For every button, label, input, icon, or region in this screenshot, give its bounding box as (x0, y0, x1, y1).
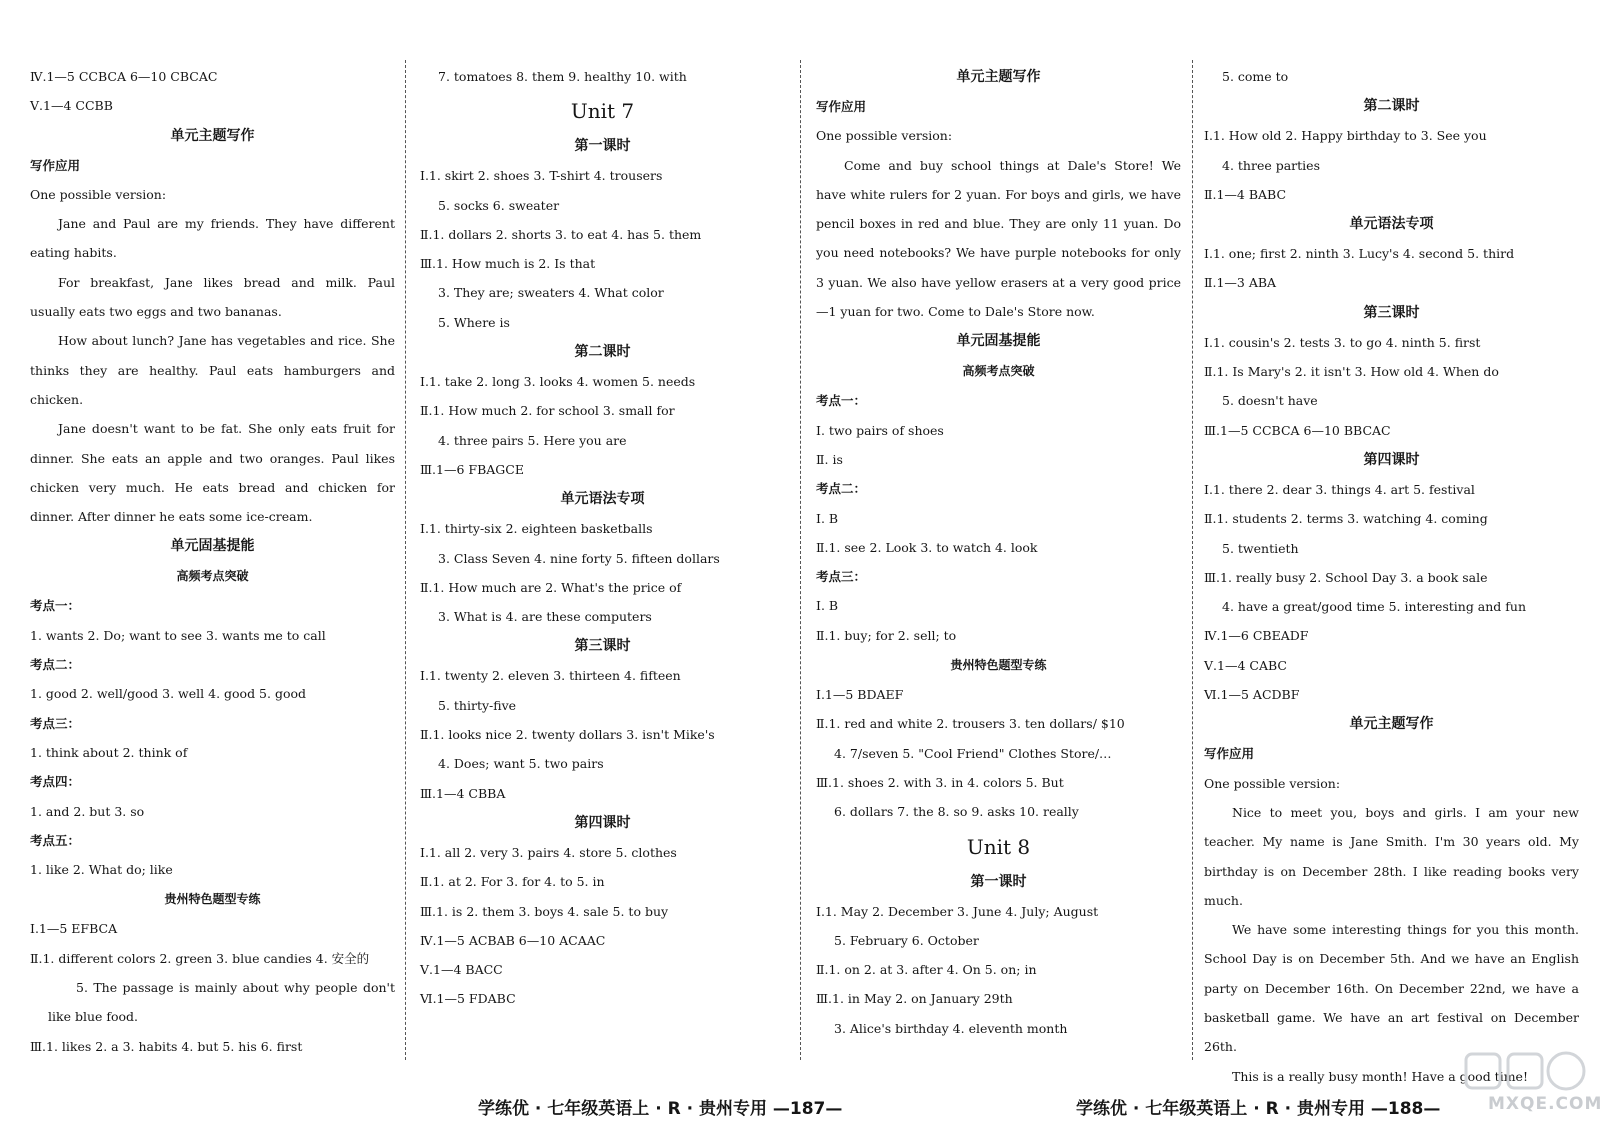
answer-line: Ⅵ.1—5 ACDBF (1204, 687, 1300, 703)
answer-line: Ⅰ.1. twenty 2. eleven 3. thirteen 4. fifteen (420, 668, 681, 684)
answer-line: Ⅳ.1—5 ACBAB 6—10 ACAAC (420, 932, 606, 948)
answer-line: Ⅰ.1. there 2. dear 3. things 4. art 5. festival (1204, 481, 1475, 497)
answer-line: Ⅰ.1. take 2. long 3. looks 4. women 5. needs (420, 374, 696, 390)
answer-line: Ⅱ.1. How much are 2. What's the price of (420, 579, 682, 595)
answer-line: 3. Alice's birthday 4. eleventh month (834, 1020, 1068, 1036)
answer-line: Ⅲ.1. How much is 2. Is that (420, 256, 596, 272)
section-heading: 第一课时 (574, 138, 631, 155)
answer-line: Ⅱ.1. How much 2. for school 3. small for (420, 403, 675, 419)
answer-line: Ⅱ.1—4 BABC (1204, 186, 1287, 202)
answer-line: 1. and 2. but 3. so (30, 803, 145, 819)
answer-line: Ⅲ.1—6 FBAGCE (420, 461, 524, 477)
essay-paragraph: How about lunch? Jane has vegetables and rice. She thinks they are healthy. Paul eats hamburgers and chicken. (30, 333, 395, 407)
answer-column-1 (30, 62, 395, 1052)
answer-line: 5. Where is (438, 314, 510, 330)
section-heading: 单元主题写作 (170, 127, 255, 144)
answer-line: 4. three parties (1222, 157, 1320, 173)
answer-line: 1. think about 2. think of (30, 744, 188, 760)
answer-line: 5. twentieth (1222, 540, 1299, 556)
answer-line: Ⅳ.1—6 CBEADF (1204, 628, 1309, 644)
answer-line: Ⅳ.1—5 CCBCA 6—10 CBCAC (30, 69, 218, 84)
label: 考点一： (816, 393, 867, 409)
answer-line: Ⅲ.1. likes 2. a 3. habits 4. but 5. his 6. first (30, 1038, 303, 1054)
subsection-heading: 高频考点突破 (176, 569, 249, 584)
label: 写作应用 (30, 157, 81, 173)
section-heading: 单元语法专项 (1349, 216, 1434, 233)
answer-paragraph: 5. The passage is mainly about why people don't like blue food. (48, 980, 395, 1025)
answer-line: Ⅲ.1. in May 2. on January 29th (816, 991, 1013, 1007)
answer-line: Ⅱ.1. red and white 2. trousers 3. ten dollars/ $10 (816, 716, 1125, 732)
answer-line: 6. dollars 7. the 8. so 9. asks 10. really (834, 804, 1079, 820)
answer-line: Ⅴ.1—4 CABC (1204, 657, 1287, 673)
section-heading: 单元语法专项 (560, 491, 645, 508)
answer-column-2 (420, 62, 785, 1052)
essay-paragraph: For breakfast, Jane likes bread and milk. Paul usually eats two eggs and two bananas. (30, 274, 395, 320)
answer-line: Ⅱ.1. different colors 2. green 3. blue candies 4. 安全的 (30, 950, 370, 966)
answer-line: Ⅴ.1—4 BACC (420, 962, 503, 978)
essay-paragraph: We have some interesting things for you this month. School Day is on December 5th. And we have an English party on December 16th. On December 22nd, we have a basketball game. We have an art festival on December 26th. (1204, 922, 1579, 1055)
answer-line: Ⅰ.1. skirt 2. shoes 3. T-shirt 4. trousers (420, 168, 663, 184)
answer-line: Ⅲ.1. shoes 2. with 3. in 4. colors 5. But (816, 774, 1064, 790)
label: 考点五： (30, 832, 81, 848)
answer-line: Ⅲ.1—4 CBBA (420, 785, 506, 801)
page-footer-187: 学练优 · 七年级英语上 · R · 贵州专用 —187— (478, 1099, 843, 1119)
page-divider (800, 60, 801, 1060)
essay-paragraph: Come and buy school things at Dale's Store! We have white rulers for 2 yuan. For boys and girls, we have pencil boxes in red and blue. They are only 11 yuan. Do you need notebooks? We have purple notebooks for only 3 yuan. We also have yellow erasers at a very good price—1 yuan for two. Come to Dale's Store now. (816, 157, 1181, 320)
answer-line: 3. Class Seven 4. nine forty 5. fifteen dollars (438, 550, 720, 566)
watermark-seal-icon (1460, 1050, 1590, 1098)
essay-paragraph: Jane doesn't want to be fat. She only eats fruit for dinner. She eats an apple and two oranges. Paul likes chicken very much. He eats bread and chicken for dinner. After dinner he eats some ice-cream. (30, 421, 395, 525)
label: 考点三： (816, 569, 867, 585)
answer-line: Ⅱ.1—3 ABA (1204, 275, 1277, 291)
section-heading: 单元固基提能 (956, 333, 1041, 350)
column-divider (405, 60, 406, 1060)
answer-line: One possible version: (816, 128, 953, 144)
answer-line: Ⅰ. B (816, 598, 839, 614)
answer-line: 1. wants 2. Do; want to see 3. wants me to call (30, 627, 326, 643)
answer-line: 5. February 6. October (834, 932, 979, 948)
section-heading: 第二课时 (1363, 98, 1420, 115)
answer-line: 4. Does; want 5. two pairs (438, 756, 604, 772)
essay-paragraph: Jane and Paul are my friends. They have different eating habits. (30, 216, 395, 261)
section-heading: 单元固基提能 (170, 538, 255, 555)
answer-line: 5. thirty-five (438, 697, 517, 713)
answer-line: 4. have a great/good time 5. interesting and fun (1222, 599, 1527, 615)
answer-line: Ⅰ.1. May 2. December 3. June 4. July; August (816, 903, 1099, 919)
answer-line: Ⅰ.1. cousin's 2. tests 3. to go 4. ninth 5. first (1204, 334, 1481, 350)
answer-line: Ⅱ.1. looks nice 2. twenty dollars 3. isn't Mike's (420, 727, 715, 743)
label: 考点二： (816, 481, 867, 497)
section-heading: 第二课时 (574, 344, 631, 361)
section-heading: 第三课时 (574, 638, 631, 655)
answer-line: Ⅰ.1. all 2. very 3. pairs 4. store 5. clothes (420, 844, 677, 860)
answer-column-4 (1204, 62, 1579, 1084)
label: 考点二： (30, 657, 81, 673)
answer-line: 5. come to (1222, 69, 1289, 84)
subsection-heading: 高频考点突破 (962, 364, 1035, 379)
answer-line: Ⅲ.1. is 2. them 3. boys 4. sale 5. to buy (420, 903, 669, 919)
section-heading: 单元主题写作 (1349, 716, 1434, 733)
section-heading: 第一课时 (970, 873, 1027, 890)
answer-line: Ⅰ.1. thirty-six 2. eighteen basketballs (420, 521, 653, 537)
answer-line: 4. 7/seven 5. "Cool Friend" Clothes Store/… (834, 745, 1112, 761)
label: 写作应用 (816, 99, 867, 114)
answer-line: 1. good 2. well/good 3. well 4. good 5. good (30, 686, 307, 702)
answer-line: Ⅵ.1—5 FDABC (420, 991, 516, 1007)
essay-paragraph: Nice to meet you, boys and girls. I am your new teacher. My name is Jane Smith. I'm 30 years old. My birthday is on December 28th. I like reading books very much. (1204, 804, 1579, 908)
answer-line: One possible version: (1204, 775, 1341, 791)
answer-column-3 (816, 62, 1181, 1052)
answer-line: 5. socks 6. sweater (438, 197, 560, 213)
answer-line: Ⅱ.1. dollars 2. shorts 3. to eat 4. has 5. them (420, 226, 702, 242)
answer-line: Ⅱ.1. on 2. at 3. after 4. On 5. on; in (816, 962, 1037, 978)
column-divider (1192, 60, 1193, 1060)
answer-line: Ⅱ.1. buy; for 2. sell; to (816, 627, 957, 643)
page-footer-188: 学练优 · 七年级英语上 · R · 贵州专用 —188— (1076, 1099, 1441, 1119)
label: 考点四： (30, 774, 81, 790)
section-heading: 第四课时 (1363, 451, 1420, 468)
answer-line: One possible version: (30, 186, 167, 202)
answer-line: Ⅲ.1—5 CCBCA 6—10 BBCAC (1204, 422, 1391, 438)
label: 写作应用 (1204, 746, 1255, 762)
answer-line: Ⅱ.1. students 2. terms 3. watching 4. coming (1204, 511, 1488, 527)
answer-line: Ⅱ.1. Is Mary's 2. it isn't 3. How old 4. When do (1204, 364, 1499, 380)
unit-title: Unit 8 (966, 834, 1031, 859)
section-heading: 第四课时 (574, 814, 631, 831)
watermark-logo (1460, 1050, 1602, 1120)
answer-line: 3. They are; sweaters 4. What color (438, 285, 664, 301)
answer-line: 1. like 2. What do; like (30, 862, 173, 878)
answer-line: 7. tomatoes 8. them 9. healthy 10. with (438, 69, 687, 84)
answer-line: Ⅰ.1. one; first 2. ninth 3. Lucy's 4. second 5. third (1204, 246, 1515, 262)
answer-line: Ⅱ.1. at 2. For 3. for 4. to 5. in (420, 874, 605, 890)
answer-line: Ⅰ.1. How old 2. Happy birthday to 3. See you (1204, 128, 1487, 144)
section-heading: 单元主题写作 (956, 69, 1041, 85)
subsection-heading: 贵州特色题型专练 (950, 658, 1047, 673)
answer-line: 3. What is 4. are these computers (438, 609, 652, 625)
subsection-heading: 贵州特色题型专练 (164, 892, 261, 907)
section-heading: 第三课时 (1363, 304, 1420, 321)
watermark-text: MXQE.COM (1488, 1094, 1602, 1114)
answer-line: Ⅰ.1—5 EFBCA (30, 921, 118, 937)
label: 考点一： (30, 598, 81, 614)
answer-line: Ⅰ. B (816, 510, 839, 526)
answer-line: 5. doesn't have (1222, 393, 1318, 409)
answer-line: Ⅰ.1—5 BDAEF (816, 687, 904, 703)
answer-line: Ⅱ.1. see 2. Look 3. to watch 4. look (816, 539, 1038, 555)
answer-line: Ⅱ. is (816, 451, 843, 467)
essay-paragraph: This is a really busy month! Have a good time! (1232, 1068, 1528, 1084)
label: 考点三： (30, 715, 81, 731)
answer-line: Ⅴ.1—4 CCBB (30, 98, 113, 114)
answer-line: Ⅰ. two pairs of shoes (816, 422, 944, 438)
unit-title: Unit 7 (570, 99, 635, 124)
answer-line: 4. three pairs 5. Here you are (438, 432, 627, 448)
answer-line: Ⅲ.1. really busy 2. School Day 3. a book sale (1204, 569, 1488, 585)
